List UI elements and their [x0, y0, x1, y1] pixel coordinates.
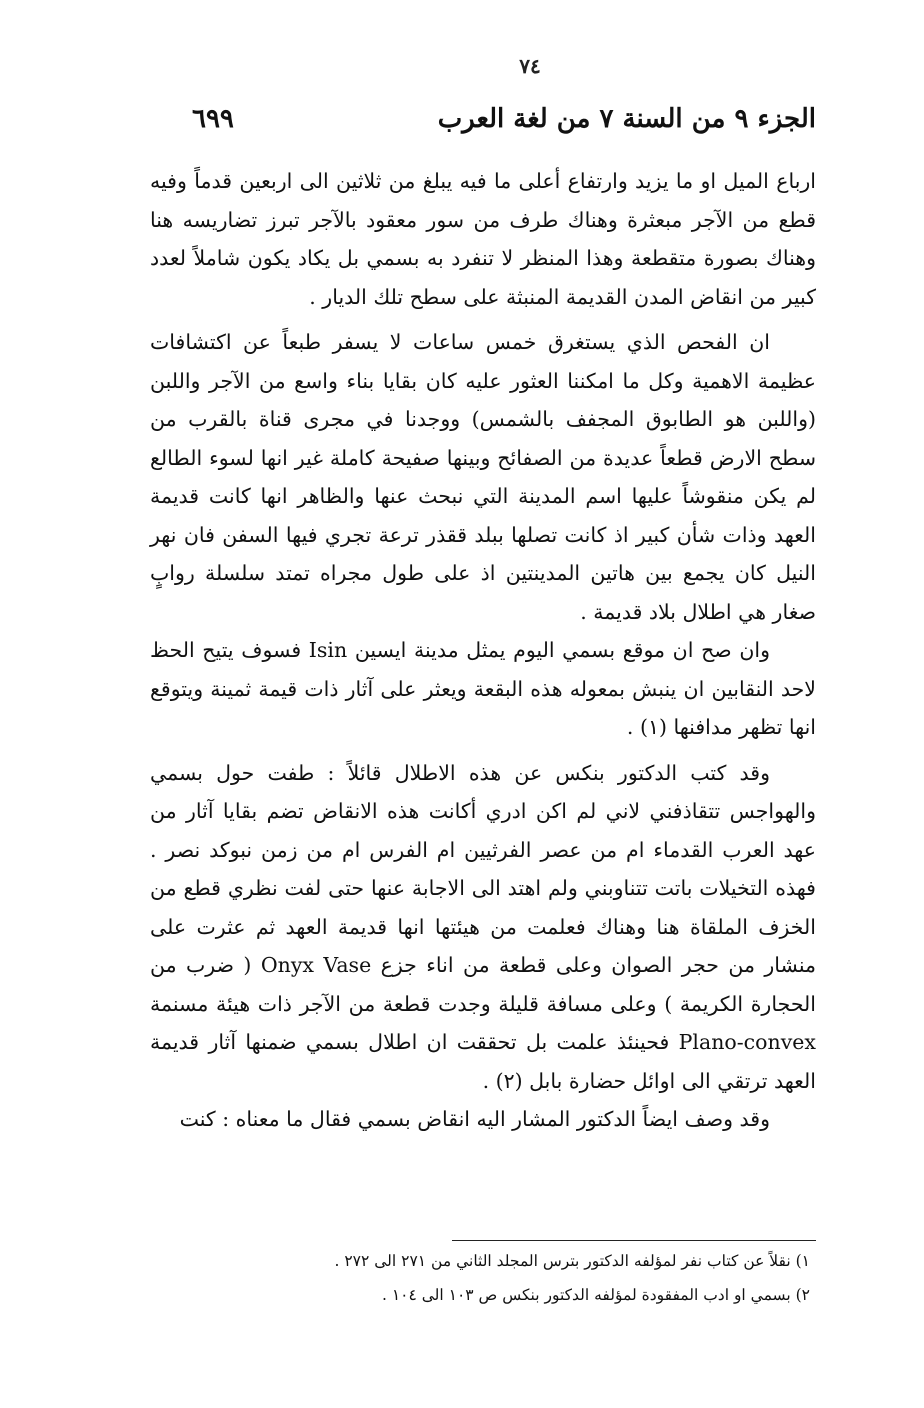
page-top-mark: ٧٤ [519, 54, 541, 78]
paragraph: ان الفحص الذي يستغرق خمس ساعات لا يسفر طبعاً عن اكتشافات عظيمة الاهمية وكل ما امكننا العثور عليه كان بقايا بناء واسع من الآجر واللبن (واللبن هو الطابوق المجفف بالشمس) ووجدنا في مجرى قناة بالقرب من سطح الارض قطعاً عديدة من الصفائح وبينها صفيحة كاملة غير انها لسوء الطالع لم يكن منقوشاً عليها اسم المدينة التي نبحث عنها والظاهر انها كانت قديمة العهد وذات شأن كبير اذ كانت تصلها ببلد ققذر ترعة تجري فيها السفن فان نهر النيل كان يجمع بين هاتين المدينتين اذ على طول مجراه تمتد سلسلة روابٍ صغار هي اطلال بلاد قديمة . [150, 330, 816, 624]
paragraph: وقد وصف ايضاً الدكتور المشار اليه انقاض بسمي فقال ما معناه : كنت [179, 1107, 770, 1131]
article-body [150, 162, 816, 1139]
paragraph: وان صح ان موقع بسمي اليوم يمثل مدينة ايسين Isin فسوف يتيح الحظ لاحد النقابين ان ينبش بمعوله هذه البقعة ويعثر على آثار ذات قيمة ثمينة ويتوقع انها تظهر مدافنها (١) . [150, 638, 816, 739]
footnote: ١) نقلاً عن كتاب نفر لمؤلفه الدكتور بترس المجلد الثاني من ٢٧١ الى ٢٧٢ . [334, 1252, 810, 1270]
header-title: الجزء ٩ من السنة ٧ من لغة العرب [437, 104, 816, 134]
footnote: ٢) بسمي او ادب المفقودة لمؤلفه الدكتور بنكس ص ١٠٣ الى ١٠٤ . [381, 1286, 810, 1304]
page-number: ٦٩٩ [192, 104, 234, 134]
running-header [150, 98, 816, 144]
paragraph: وقد كتب الدكتور بنكس عن هذه الاطلال قائلاً : طفت حول بسمي والهواجس تتقاذفني لاني لم اكن ادري أكانت هذه الانقاض تضم بقايا آثار من عهد العرب القدماء ام من عصر الفرثيين ام الفرس ام من زمن نبوكد نصر . فهذه التخيلات باتت تتناوبني ولم اهتد الى الاجابة عنها حتى لفت نظري قطع من الخزف الملقاة هنا وهناك فعلمت من هيئتها انها قديمة العهد ثم عثرت على منشار من حجر الصوان وعلى قطعة من اناء جزع Onyx Vase ( ضرب من الحجارة الكريمة ) وعلى مسافة قليلة وجدت قطعة من الآجر ذات هيئة مسنمة Plano-convex فحينئذ علمت بل تحققت ان اطلال بسمي ضمنها آثار قديمة العهد ترتقي الى اوائل حضارة بابل (٢) . [150, 760, 816, 1093]
footnotes [280, 1244, 810, 1312]
paragraph: ارباع الميل او ما يزيد وارتفاع أعلى ما فيه يبلغ من ثلاثين الى اربعين قدماً وفيه قطع من الآجر مبعثرة وهناك طرف من سور معقود بالآجر تبرز تضاريسه هنا وهناك بصورة متقطعة وهذا المنظر لا تنفرد به بسمي بل يكاد يكون شاملاً لعدد كبير من انقاض المدن القديمة المنبثة على سطح تلك الديار . [150, 169, 816, 309]
footnote-divider [452, 1240, 816, 1241]
